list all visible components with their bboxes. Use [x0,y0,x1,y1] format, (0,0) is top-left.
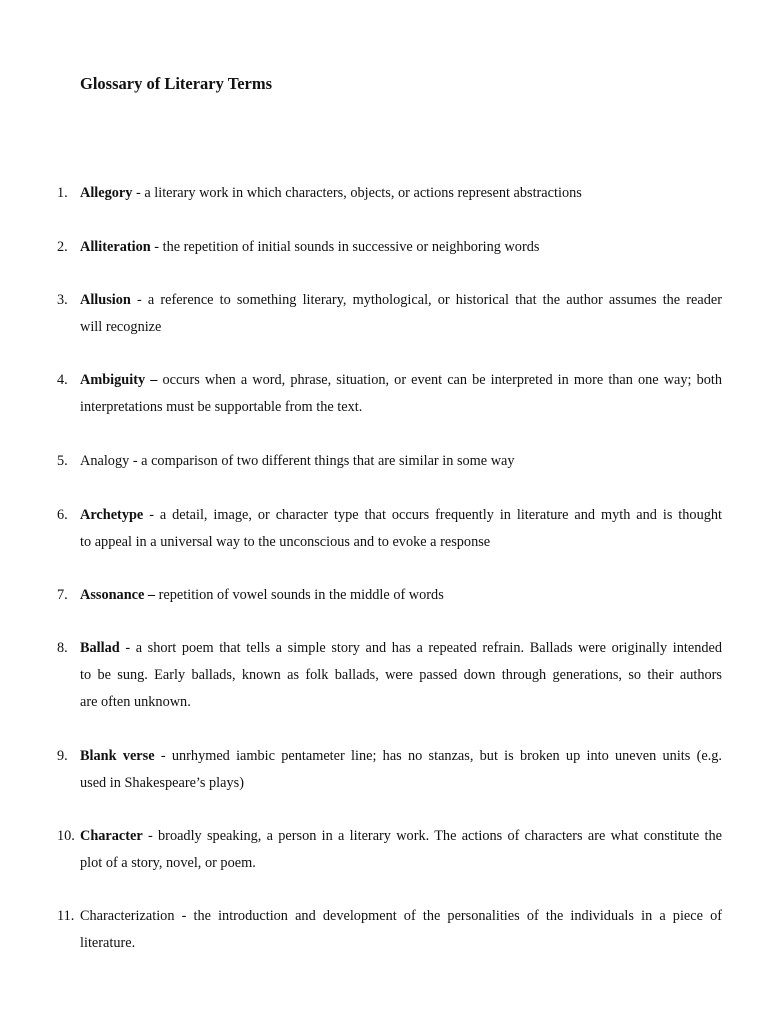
entry-term: Character [80,828,143,844]
entry-body [80,823,722,877]
entry-definition: a reference to something literary, mythological, or historical that the author assumes the reader [147,292,722,308]
entry-line-2: to appeal in a universal way to the unconscious and to evoke a response [80,534,491,550]
entry-term: Characterization [80,908,175,924]
entry-body [80,903,722,957]
entry-term: Analogy [80,453,130,469]
entry-body [80,367,722,421]
entry-number: 11. [57,908,75,924]
entry-definition: repetition of vowel sounds in the middle of words [158,587,444,603]
entry-definition: broadly speaking, a person in a literary work. The actions of characters are what constitute the [158,828,722,844]
entry-separator: - [154,748,172,764]
entry-body [80,743,722,797]
entry-term: Archetype [80,507,144,523]
entry-line-1 [80,743,722,770]
entry-number: 10. [57,828,75,844]
entry-separator: - [132,185,145,201]
entry-line-2: will recognize [80,319,162,335]
entry-separator: - [143,507,160,523]
entry-body [80,234,722,261]
entry-term: Allusion [80,292,131,308]
entry-definition: a short poem that tells a simple story and has a repeated refrain. Ballads were originally intended [135,640,722,656]
entry-number: 8. [57,640,68,656]
entry-term: Ambiguity – [80,372,158,388]
entry-body [80,287,722,341]
entry-body [80,448,722,475]
entry-separator: - [119,640,136,656]
entry-term: Alliteration [80,239,151,255]
entry-separator: - [129,453,142,469]
entry-definition: occurs when a word, phrase, situation, or event can be interpreted in more than one way; both [162,372,722,388]
entry-body [80,582,722,609]
entry-number: 7. [57,587,68,603]
entry-separator: - [150,239,163,255]
entry-separator: - [130,292,148,308]
entry-body [80,635,722,716]
entry-line-2: plot of a story, novel, or poem. [80,855,256,871]
entry-definition: a comparison of two different things that are similar in some way [141,453,515,469]
entry-separator: - [174,908,194,924]
entry-term: Blank verse [80,748,155,764]
entry-line-1 [80,287,722,314]
entry-term: Allegory [80,185,133,201]
entry-number: 4. [57,372,68,388]
entry-line-2: used in Shakespeare’s plays) [80,775,244,791]
page-title: Glossary of Literary Terms [80,74,273,93]
entry-definition: a literary work in which characters, objects, or actions represent abstractions [144,185,582,201]
entry-term: Ballad [80,640,120,656]
entry-line-1 [80,367,722,394]
entry-line-2: to be sung. Early ballads, known as folk ballads, were passed down through generations, so their authors [80,667,722,683]
entry-line-2: interpretations must be supportable from the text. [80,399,363,415]
entry-number: 9. [57,748,68,764]
entry-term: Assonance – [80,587,156,603]
entry-definition: a detail, image, or character type that occurs frequently in literature and myth and is thought [159,507,722,523]
entry-number: 6. [57,507,68,523]
entry-line-2: literature. [80,935,136,951]
entry-line-3: are often unknown. [80,694,191,710]
entry-number: 5. [57,453,68,469]
entry-body [80,180,722,207]
entry-line-1 [80,502,722,529]
entry-number: 1. [57,185,68,201]
entry-line-1 [80,903,722,930]
entry-separator: - [142,828,159,844]
entry-number: 3. [57,292,68,308]
entry-line-1 [80,823,722,850]
entry-line-1 [80,635,722,662]
entry-body [80,502,722,556]
entry-number: 2. [57,239,68,255]
entry-definition: the introduction and development of the personalities of the individuals in a piece of [193,908,722,924]
entry-definition: the repetition of initial sounds in successive or neighboring words [162,239,540,255]
entry-definition: unrhymed iambic pentameter line; has no stanzas, but is broken up into uneven units (e.g. [171,748,722,764]
